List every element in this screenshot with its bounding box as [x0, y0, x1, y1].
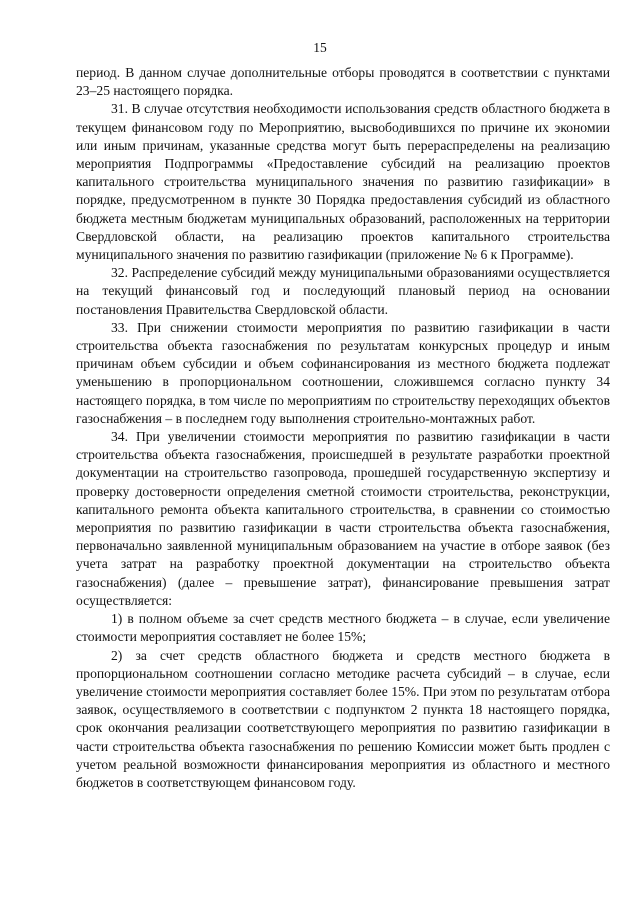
- paragraph-item-34: 34. При увеличении стоимости мероприятия по развитию газификации в части строительства объекта газоснабжения, происшедшей в результате разработки проектной документации на строительство газопровода, прошедшей государственную экспертизу и проверку достоверности определения сметной стоимости строительства, реконструкции, капитального ремонта объекта капитального строительства, в сравнении со стоимостью мероприятия по развитию газификации в части строительства объекта газоснабжения, первоначально заявленной муниципальным образованием на участие в отборе заявок (без учета затрат на разработку проектной документации на строительство объекта газоснабжения) (далее – превышение затрат), финансирование превышения затрат осуществляется:: [76, 429, 610, 608]
- paragraph-subitem-1: 1) в полном объеме за счет средств местного бюджета – в случае, если увеличение стоимости мероприятия составляет не более 15%;: [76, 611, 610, 645]
- paragraph-item-32: 32. Распределение субсидий между муниципальными образованиями осуществляется на текущий финансовый год и последующий плановый период на основании постановления Правительства Свердловской области.: [76, 265, 610, 317]
- paragraph-item-33: 33. При снижении стоимости мероприятия по развитию газификации в части строительства объекта газоснабжения по результатам конкурсных процедур и иным причинам объем субсидии и объем софинансирования из местного бюджета подлежат уменьшению в пропорциональном соотношении, сложившемся согласно пункту 34 настоящего порядка, в том числе по мероприятиям по строительству переходящих объектов газоснабжения – в последнем году выполнения строительно-монтажных работ.: [76, 319, 610, 426]
- paragraph-subitem-2: 2) за счет средств областного бюджета и средств местного бюджета в пропорциональном соотношении согласно методике расчета субсидий – в случае, если увеличение стоимости мероприятия составляет более 15%. При этом по результатам отбора заявок, осуществляемого в соответствии с подпунктом 2 пункта 18 настоящего порядка, срок окончания реализации соответствующего мероприятия по развитию газификации в части строительства объекта газоснабжения по решению Комиссии может быть продлен с учетом реальной возможности финансирования мероприятия из областного и местного бюджетов в соответствующем финансовом году.: [76, 647, 610, 790]
- page-number: 15: [313, 40, 327, 55]
- paragraph-continuation: период. В данном случае дополнительные отборы проводятся в соответствии с пунктами 23–25 настоящего порядка.: [76, 65, 610, 99]
- document-body: [76, 64, 610, 792]
- paragraph-item-31: 31. В случае отсутствия необходимости использования средств областного бюджета в текущем финансовом году по Мероприятию, высвободившихся по причине их экономии или иным причинам, указанные средства могут быть перераспределены на реализацию мероприятия Подпрограммы «Предоставление субсидий на реализацию проектов капитального строительства муниципального значения по развитию газификации» в порядке, предусмотренном в пункте 30 Порядка предоставления субсидий из областного бюджета местным бюджетам муниципальных образований, расположенных на территории Свердловской области, на реализацию проектов капитального строительства муниципального значения по развитию газификации (приложение № 6 к Программе).: [76, 101, 610, 263]
